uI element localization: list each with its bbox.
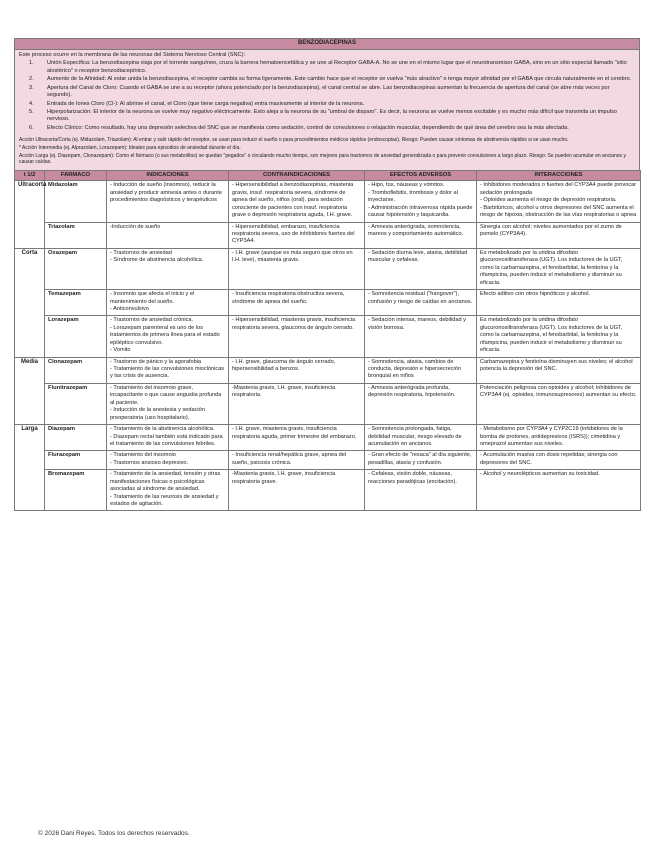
- column-header: t 1/2: [15, 170, 45, 181]
- indications-cell: [107, 316, 229, 357]
- table-row: [15, 290, 641, 316]
- indications-cell: [107, 451, 229, 470]
- half-life-group: Media: [15, 357, 45, 425]
- mechanism-step: [29, 100, 635, 108]
- step-text: Efecto Clínico: Como resultado, hay una depresión selectiva del SNC que se manifiesta como sedación, control de convulsiones o relajación muscular, dependiendo de qué área del cerebro sea la más afectada.: [47, 124, 569, 131]
- half-life-group: Ultracorta: [15, 181, 45, 249]
- column-header: INTERACCIONES: [477, 170, 641, 181]
- table-row: [15, 222, 641, 248]
- drug-name: Flunitrazepam: [45, 383, 107, 424]
- interactions-cell: [477, 425, 641, 451]
- table-row: [15, 425, 641, 451]
- action-note: * Acción Intermedia (ej. Alprazolam, Lorazepam): Ideales para episodios de ansiedad durante el día.: [19, 144, 241, 151]
- mechanism-steps: [19, 60, 635, 132]
- adverse-effects-cell: [365, 470, 477, 511]
- drug-name: Clonazepam: [45, 357, 107, 383]
- interactions-cell-line: Sinergia con alcohol; niveles aumentados por el zumo de pomelo (CYP3A4).: [480, 223, 622, 238]
- contraindications-cell: [229, 222, 365, 248]
- drug-name: Triazolam: [45, 222, 107, 248]
- mechanism-step: [29, 109, 635, 124]
- adverse-effects-cell: [365, 425, 477, 451]
- table-row: [15, 316, 641, 357]
- drug-name: Midazolam: [45, 181, 107, 222]
- adverse-effects-cell: [365, 248, 477, 289]
- adverse-effects-cell: [365, 451, 477, 470]
- table-body: [15, 181, 641, 511]
- indications-cell: [107, 181, 229, 222]
- column-header: CONTRAINDICACIONES: [229, 170, 365, 181]
- drug-name: Flurazepam: [45, 451, 107, 470]
- indications-cell-line: - Diazepam rectal también está indicado para el tratamiento de las convulsiones febriles.: [110, 433, 223, 447]
- step-text: Unión Específica: La benzodiacepina viaja por el torrente sanguíneo, cruza la barrera hematoencefálica y se une al Receptor GABA-A. No se une en el mismo lugar que el neurotransmisor GABA, sino en un sitio especial llamado "sitio alostérico" o receptor benzodiacepínico.: [47, 60, 627, 74]
- interactions-cell-line: - Barbitúricos, alcohol u otros depresores del SNC aumenta el riesgo de hipoxia, obstrucción de las vías respiratorias o apnea: [480, 204, 637, 219]
- interactions-cell: [477, 470, 641, 511]
- action-note: Acción Larga (ej. Diazepam, Clonazepam): Como el fármaco (o sus metabolitos) se quedan "pegados" o circulando mucho tiempo, son mejores para trastornos de ansiedad generalizada o para prevenir convulsiones a largo plazo. Riesgo: Se pueden acumular en ancianos y causar caídas.: [19, 152, 626, 166]
- interactions-cell-line: - Acumulación masiva con dosis repetidas; sinergia con depresores del SNC.: [480, 452, 618, 466]
- interactions-cell-line: Es metabolizado por la uridina difosfato glucuronosiltransferasa (UGT). Los inductores de la UGT, como la carbamazepina, el fenobarbital, la fenitoína y la rifampicina, pueden inducir el metabolismo y disminuir su eficacia.: [480, 249, 623, 286]
- indications-cell-line: - Inducción de sueño (insomnio), reducir la ansiedad y producir amnesia antes o durante procedimientos diagnósticos y terapéuticos: [110, 182, 222, 204]
- adverse-effects-cell-line: - Amnesia anterógrada profunda, depresión respiratoria, hipotensión.: [368, 384, 456, 399]
- interactions-cell: [477, 222, 641, 248]
- interactions-cell-line: - Metabolismo por CYP3A4 y CYP2C19 (inhibidores de la bomba de protones, antidepresivos (ISRS)); cimetidina y omeprazol aumentan sus niveles.: [480, 426, 623, 447]
- interactions-cell: [477, 316, 641, 357]
- step-number: 3.: [29, 84, 34, 91]
- indications-cell: [107, 357, 229, 383]
- drug-name: Temazepam: [45, 290, 107, 316]
- interactions-cell: [477, 451, 641, 470]
- interactions-cell-line: - Inhibidores moderados o fuertes del CYP3A4 puede provocar sedación prolongada: [480, 182, 637, 196]
- drug-name: Lorazepam: [45, 316, 107, 357]
- adverse-effects-cell-line: - Somnolencia, ataxia, cambios de conducta, depresión e hipersecreción bronquial en niños: [368, 358, 461, 380]
- indications-cell-line: - Trastorno de pánico y la agorafobia: [110, 358, 202, 365]
- table-row: [15, 451, 641, 470]
- contraindications-cell: [229, 316, 365, 357]
- document-title: BENZODIACEPINAS: [15, 39, 639, 50]
- table-row: [15, 181, 641, 222]
- step-text: Hiperpolarización: El interior de la neurona se vuelve muy negativo eléctricamente. Esto aleja a la neurona de su "umbral de disparo". Es decir, la neurona se vuelve menos excitable y es mucho más difícil que transmita un impulso nervioso.: [47, 109, 617, 123]
- indications-cell: [107, 425, 229, 451]
- indications-cell: [107, 470, 229, 511]
- contraindications-cell: [229, 357, 365, 383]
- step-number: 6.: [29, 124, 34, 131]
- indications-cell-line: - Tratamiento de las neurosis de ansiedad y estados de agitación.: [110, 493, 219, 508]
- column-header: INDICACIONES: [107, 170, 229, 181]
- mechanism-box: [14, 38, 640, 171]
- indications-cell-line: - Inducción de la anestesia y sedación preoperatoria (uso hospitalario).: [110, 407, 205, 421]
- contraindications-cell-line: -Miastenia gravis, I.H. grave, insuficiencia respiratoria.: [232, 384, 336, 399]
- table-header-row: [15, 170, 641, 181]
- interactions-cell-line: - Alcohol y neurolépticos aumentan su toxicidad.: [480, 471, 600, 478]
- indications-cell-line: - Tratamiento del insomnio grave, incapacitante o que cause angustia profunda al paciente.: [110, 384, 222, 406]
- contraindications-cell-line: - I.H. grave, miastenia gravis, insuficiencia respiratoria aguda, primer trimestre del embarazo.: [232, 426, 357, 440]
- indications-cell-line: - Lorazepam parenteral es uno de los tratamientos de primera línea para el estado epiléptico convulsivo.: [110, 324, 220, 346]
- drug-name: Bromazepam: [45, 470, 107, 511]
- half-life-group: Corta: [15, 248, 45, 357]
- contraindications-cell-line: - Insuficiencia renal/hepática grave, apnea del sueño, psicosis crónica.: [232, 452, 347, 466]
- table-row: [15, 383, 641, 424]
- interactions-cell: [477, 248, 641, 289]
- contraindications-cell: [229, 181, 365, 222]
- action-notes: [19, 137, 635, 165]
- adverse-effects-cell-line: - Sedación diurna leve, ataxia, debilidad muscular y cefaleas.: [368, 249, 468, 264]
- indications-cell: [107, 383, 229, 424]
- contraindications-cell-line: -Miastenia gravis, I.H. grave, insuficiencia respiratoria grave.: [232, 471, 336, 485]
- contraindications-cell: [229, 383, 365, 424]
- adverse-effects-cell-line: - Amnesia anterógrada, somnolencia, mareos y comportamiento automático.: [368, 223, 464, 238]
- indications-cell-line: - Anticonvulsivo: [110, 305, 149, 312]
- adverse-effects-cell-line: - Somnolencia prolongada, fatiga, debilidad muscular, riesgo elevado de acumulación en ancianos.: [368, 426, 462, 447]
- adverse-effects-cell-line: - Administración intravenosa rápida puede causar hipotensión y taquicardia.: [368, 204, 473, 219]
- adverse-effects-cell: [365, 357, 477, 383]
- contraindications-cell: [229, 290, 365, 316]
- contraindications-cell-line: - Insuficiencia respiratoria obstructiva severa, síndrome de apnea del sueño.: [232, 291, 345, 305]
- indications-cell-line: - Trastornos de ansiedad: [110, 249, 172, 256]
- adverse-effects-cell-line: - Hipo, tos, náuseas y vómitos.: [368, 182, 445, 189]
- contraindications-cell: [229, 451, 365, 470]
- indications-cell-line: - Insomnio que afecta el inicio y el mantenimiento del sueño.: [110, 291, 195, 305]
- adverse-effects-cell-line: - Cefaleas, visión doble, náuseas, reacciones paradójicas (excitación).: [368, 471, 457, 485]
- drug-name: Oxazepam: [45, 248, 107, 289]
- interactions-cell-line: Efecto aditivo con otros hipnóticos y alcohol.: [480, 291, 591, 298]
- copyright-footer: © 2026 Dani Reyes. Todos los derechos reservados.: [38, 830, 190, 837]
- indications-cell-line: - Tratamiento de la abstinencia alcohólica.: [110, 426, 215, 433]
- indications-cell: [107, 290, 229, 316]
- interactions-cell-line: - Opioides aumenta el riesgo de depresión respiratoria.: [480, 197, 617, 204]
- interactions-cell: [477, 181, 641, 222]
- indications-cell-line: - Trastornos de ansiedad crónica.: [110, 317, 194, 324]
- adverse-effects-cell-line: - Sedación intensa, mareos, debilidad y visión borrosa.: [368, 317, 466, 331]
- indications-cell: [107, 248, 229, 289]
- mechanism-step: [29, 76, 635, 83]
- interactions-cell: [477, 383, 641, 424]
- interactions-cell: [477, 290, 641, 316]
- indications-cell-line: -Inducción de sueño: [110, 223, 161, 230]
- contraindications-cell: [229, 425, 365, 451]
- step-number: 2.: [29, 76, 34, 83]
- drug-table: [14, 170, 641, 512]
- adverse-effects-cell-line: - Tromboflebitis, trombosis y dolor al inyectarse.: [368, 189, 458, 204]
- mechanism-step: [29, 124, 635, 132]
- indications-cell-line: - Tratamiento de las convulsiones mioclónicas y las crisis de ausencia.: [110, 366, 225, 380]
- step-number: 4.: [29, 100, 34, 107]
- contraindications-cell: [229, 470, 365, 511]
- contraindications-cell-line: - I.H. grave, glaucoma de ángulo cerrado, hipersensibilidad a benzos.: [232, 358, 336, 373]
- indications-cell-line: - Síndrome de abstinencia alcohólica.: [110, 257, 204, 264]
- step-text: Apertura del Canal de Cloro: Cuando el GABA se une a su receptor (ahora potenciado por la benzodiacepina), el canal central se abre. Las benzodiacepinas aumentan la frecuencia de apertura del canal (se abre más veces por segundo).: [47, 84, 610, 99]
- adverse-effects-cell: [365, 222, 477, 248]
- adverse-effects-cell-line: - Gran efecto de "resaca" al día siguiente, pesadillas, ataxia y confusión.: [368, 452, 472, 466]
- mechanism-step: [29, 60, 635, 75]
- action-note: Acción Ultracorta/Corta (ej. Midazolam, Triazolam): Al entrar y salir rápido del receptor, se usan para inducir el sueño o para procedimientos médicos rápidos (endoscopias). Riesgo: Pueden causar síntomas de abstinencia rápidos si se usan mucho.: [19, 137, 569, 144]
- adverse-effects-cell: [365, 316, 477, 357]
- step-text: Entrada de Iones Cloro (Cl-): Al abrirse el canal, el Cloro (que tiene carga negativa) entra masivamente al interior de la neurona.: [47, 100, 365, 107]
- table-row: [15, 357, 641, 383]
- contraindications-cell-line: - Hipersensibilidad a benzodiazepinas, miastenia gravis, insuf. respiratoria severa, síndrome de apnea del sueño, niños (oral), para sedación consciente de pacientes con insuf. respiratoria grave o depresión respiratoria aguda, I.H. grave.: [232, 182, 354, 219]
- contraindications-cell-line: - Hipersensibilidad, embarazo, insuficiencia respiratoria severa, uso de inhibidores fuertes del CYP3A4.: [232, 223, 355, 245]
- indications-cell-line: - Vomito: [110, 347, 131, 354]
- interactions-cell-line: Potenciación peligrosa con opioides y alcohol; inhibidores de CYP3A4 (ej. opioides, inmunosupresores) aumentan su efecto.: [480, 384, 637, 399]
- step-number: 5.: [29, 109, 34, 116]
- contraindications-cell: [229, 248, 365, 289]
- adverse-effects-cell: [365, 383, 477, 424]
- adverse-effects-cell: [365, 181, 477, 222]
- indications-cell: [107, 222, 229, 248]
- indications-cell-line: - Tratamiento del insomnio: [110, 452, 176, 459]
- interactions-cell-line: Carbamazepina y fenitoína disminuyen sus niveles; el alcohol potencia la depresión del SNC.: [480, 358, 633, 373]
- indications-cell-line: - Trastornos ansioso depresivo.: [110, 459, 189, 466]
- column-header: FARMACO: [45, 170, 107, 181]
- step-number: 1.: [29, 60, 34, 67]
- step-text: Aumento de la Afinidad: Al estar unida la benzodiacepina, el receptor cambia su forma ligeramente. Este cambio hace que el receptor se vuelva "más atractivo" o tenga mayor afinidad por el GABA que circula naturalmente en el cerebro.: [47, 76, 632, 83]
- mechanism-body: [15, 50, 639, 170]
- interactions-cell-line: Es metabolizado por la uridina difosfato glucuronosiltransferasa (UGT). Los inductores de la UGT, como la carbamazepina, el fenobarbital, la fenitoína y la rifampicina, pueden inducir el metabolismo y disminuir su eficacia.: [480, 317, 623, 354]
- contraindications-cell-line: - I.H. grave (aunque es más seguro que otros en I.H. leve), miastenia gravis.: [232, 249, 353, 264]
- mechanism-step: [29, 84, 635, 100]
- document-page: [14, 38, 640, 511]
- drug-name: Diazepam: [45, 425, 107, 451]
- contraindications-cell-line: - Hipersensibilidad, miastenia gravis, insuficiencia respiratoria severa, glaucoma de ángulo cerrado.: [232, 317, 356, 331]
- column-header: EFECTOS ADVERSOS: [365, 170, 477, 181]
- table-row: [15, 248, 641, 289]
- table-row: [15, 470, 641, 511]
- adverse-effects-cell-line: - Somnolencia residual ("hangover"), confusión y riesgo de caídas en ancianos.: [368, 291, 473, 305]
- intro-text: Este proceso ocurre en la membrana de las neuronas del Sistema Nervioso Central (SNC):: [19, 51, 246, 58]
- adverse-effects-cell: [365, 290, 477, 316]
- half-life-group: Larga: [15, 425, 45, 511]
- indications-cell-line: - Tratamiento de la ansiedad, tensión y otras manifestaciones físicas o psicológicas asociadas al síndrome de ansiedad.: [110, 471, 221, 493]
- interactions-cell: [477, 357, 641, 383]
